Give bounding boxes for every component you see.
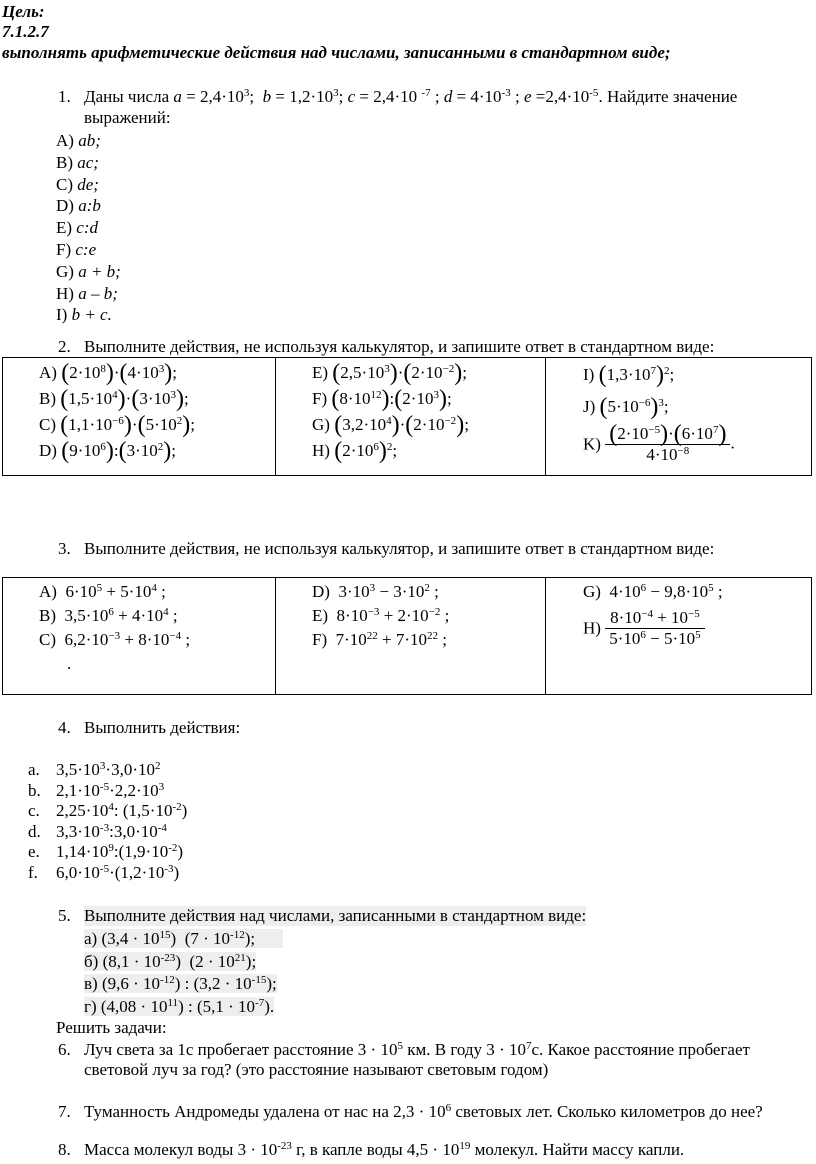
task8-number: 8. bbox=[58, 1140, 71, 1159]
task1-list bbox=[56, 130, 121, 326]
expr-row: J) $(5\cdot 10^{-6})^3$; bbox=[583, 394, 669, 420]
task2-number: 2. bbox=[58, 337, 71, 356]
task8-text: Масса молекул воды $3 \cdot 10^{-23}$ г, в капле воды $4,5 \cdot 10^{19}$ молекул. Найти массу капли. bbox=[84, 1140, 685, 1159]
problems-title: Решить задачи: bbox=[56, 1018, 167, 1037]
task3-col2 bbox=[312, 580, 449, 652]
task6-line2: световой луч за год? (это расстояние называют световым годом) bbox=[84, 1060, 549, 1079]
expr-row: H) $\frac{8\cdot 10^{-4} + 10^{-5}}{5\cdot 10^6 - 5\cdot 10^5}$ bbox=[583, 608, 723, 649]
task2-col1 bbox=[39, 360, 195, 464]
task3-col1 bbox=[39, 580, 190, 676]
task3-col3 bbox=[583, 580, 723, 649]
list-item: а) $(3,4 \cdot 10^{15})$ $(7 \cdot 10^{-12})$; bbox=[84, 928, 283, 951]
expr-row: D) $(9\cdot 10^6):(3\cdot 10^2)$; bbox=[39, 438, 177, 464]
task7-text: Туманность Андромеды удалена от нас на $2,3 \cdot 10^6$ световых лет. Сколько километров до нее? bbox=[84, 1102, 763, 1121]
task1-number: 1. bbox=[58, 87, 71, 106]
goal-text: выполнять арифметические действия над числами, записанными в стандартном виде; bbox=[2, 43, 671, 62]
expr-row: F) $7\cdot 10^{22} + 7\cdot 10^{22}$ ; bbox=[312, 630, 448, 649]
list-item: A) ab; bbox=[56, 131, 101, 150]
expr-row: B) $(1,5\cdot 10^4)\cdot(3\cdot 10^3)$; bbox=[39, 386, 189, 412]
task5-list bbox=[84, 928, 283, 1018]
list-item: I) b + c. bbox=[56, 305, 112, 325]
list-item: E) c:d bbox=[56, 218, 99, 238]
goal-label: Цель: bbox=[2, 2, 45, 21]
task3-table bbox=[2, 577, 812, 695]
list-item: б) $(8,1 \cdot 10^{-23})$ $(2 \cdot 10^{21})$; bbox=[84, 951, 257, 971]
task2-col3 bbox=[583, 362, 735, 465]
list-item: г) $(4,08 \cdot 10^{11})$ : $(5,1 \cdot 10^{-7})$. bbox=[84, 996, 275, 1016]
expr-row: C) $6,2\cdot 10^{-3} + 8\cdot 10^{-4}$ ; bbox=[39, 630, 191, 649]
task4-statement: Выполнить действия: bbox=[84, 718, 241, 737]
expr-row: G) $(3,2\cdot 10^4)\cdot(2\cdot 10^{-2})$; bbox=[312, 412, 469, 438]
expr-row: F) $(8\cdot 10^{12}):(2\cdot 10^3)$; bbox=[312, 386, 452, 412]
list-item: G) a + b; bbox=[56, 261, 121, 281]
task3-number: 3. bbox=[58, 539, 71, 558]
list-item: C) de; bbox=[56, 174, 99, 194]
task6-line1: Луч света за 1с пробегает расстояние $3 \cdot 10^5$ км. В году $3 \cdot 10^7с$. Какое расстояние пробегает bbox=[84, 1040, 750, 1059]
standard-code: 7.1.2.7 bbox=[2, 22, 49, 41]
task1-statement: Даны числа $a = 2,4\cdot 10^3$; $b = 1,2\cdot 10^3$; c = 2,4·10 $^{-7}$ ; $d = 4\cdot 10^{-3}$ ; $e =2,4\cdot 10^{-5}$. Найдите значение bbox=[84, 87, 738, 106]
expr-row: D) $3\cdot 10^3 - 3\cdot 10^2$ ; bbox=[312, 582, 439, 601]
expr-row: E) $8\cdot 10^{-3} + 2\cdot 10^{-2}$ ; bbox=[312, 606, 450, 625]
task4-number: 4. bbox=[58, 718, 71, 737]
task5-number: 5. bbox=[58, 906, 71, 925]
list-item: F) c:e bbox=[56, 239, 97, 259]
expr-row: G) $4\cdot 10^6 - 9,8\cdot 10^5$ ; bbox=[583, 582, 723, 601]
dot: . bbox=[67, 654, 72, 673]
task1-statement-cont: выражений: bbox=[84, 108, 171, 127]
task6-number: 6. bbox=[58, 1040, 71, 1059]
task3-statement: Выполните действия, не используя калькулятор, и запишите ответ в стандартном виде: bbox=[84, 539, 715, 558]
expr-row: H) $(2\cdot 10^6)^2$; bbox=[312, 438, 398, 464]
expr-row: E) $(2,5\cdot 10^3)\cdot(2\cdot 10^{-2})$; bbox=[312, 360, 468, 386]
task7-number: 7. bbox=[58, 1102, 71, 1121]
task5-statement: Выполните действия над числами, записанными в стандартном виде: bbox=[84, 906, 587, 925]
list-item: B) ac; bbox=[56, 152, 99, 172]
task2-table bbox=[2, 357, 812, 476]
expr-row: C) $(1,1\cdot 10^{-6})\cdot(5\cdot 10^2)$; bbox=[39, 412, 195, 438]
list-item: в) $(9,6 \cdot 10^{-12})$ : $(3,2 \cdot 10^{-15})$; bbox=[84, 974, 277, 993]
expr-row: A) $6\cdot 10^5 + 5\cdot 10^4$ ; bbox=[39, 582, 166, 601]
list-item: e. $1,14\cdot 10^9:(1,9\cdot 10^{-2})$ bbox=[28, 842, 184, 862]
list-item: f. $6,0\cdot 10^{-5}\cdot(1,2\cdot 10^{-3})$ bbox=[28, 862, 180, 882]
list-item: a. $3,5\cdot 10^3\cdot 3,0\cdot 10^2$ bbox=[28, 760, 161, 779]
list-item: H) a – b; bbox=[56, 283, 118, 303]
expr-row: I) $(1,3\cdot 10^7)^2$; bbox=[583, 362, 675, 388]
list-item: d. $3,3\cdot 10^{-3}:3,0\cdot 10^{-4}$ bbox=[28, 821, 167, 841]
list-item: D) a:b bbox=[56, 196, 101, 216]
list-item: b. $2,1\cdot 10^{-5}\cdot 2,2\cdot 10^3$ bbox=[28, 780, 165, 800]
list-item: c. $2,25\cdot 10^4$: $(1,5\cdot 10^{-2})$ bbox=[28, 801, 188, 821]
expr-row: K) $\frac{(2\cdot 10^{-5})\cdot(6\cdot 10^7)}{4\cdot 10^{-8}}$ . bbox=[583, 421, 735, 464]
task2-col2 bbox=[312, 360, 469, 464]
task4-list bbox=[28, 760, 187, 884]
expr-row: B) $3,5\cdot 10^6 + 4\cdot 10^4$ ; bbox=[39, 606, 178, 625]
task2-statement: Выполните действия, не используя калькулятор, и запишите ответ в стандартном виде: bbox=[84, 337, 715, 356]
expr-row: A) $(2\cdot 10^8)\cdot(4\cdot 10^3)$; bbox=[39, 360, 177, 386]
